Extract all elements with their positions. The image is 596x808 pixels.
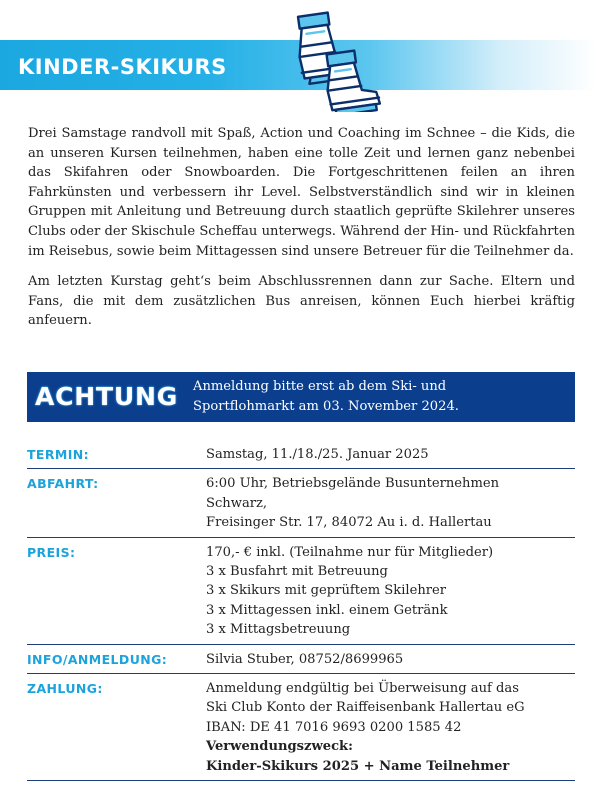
details-table (27, 440, 575, 781)
zahlung-value (206, 674, 575, 780)
abfahrt-value (206, 469, 575, 536)
notice-text (193, 377, 563, 416)
abfahrt-label: ABFAHRT: (27, 476, 99, 492)
zahlung-label: ZAHLUNG: (27, 681, 103, 697)
notice-box (27, 372, 575, 422)
value-line: Samstag, 11./18./25. Januar 2025 (206, 447, 429, 462)
iban-line: IBAN: DE 41 7016 9693 0200 1585 42 (206, 719, 462, 735)
row-abfahrt (27, 469, 575, 537)
page-title: KINDER-SKIKURS (18, 55, 227, 79)
value-line: 3 x Busfahrt mit Betreuung (206, 564, 388, 580)
purpose-label: Verwendungszweck: (206, 739, 353, 755)
row-termin (27, 440, 575, 469)
termin-label: TERMIN: (27, 447, 90, 462)
purpose-value: Kinder-Skikurs 2025 + Name Teilnehmer (206, 758, 510, 774)
value-line: 3 x Skikurs mit geprüftem Skilehrer (206, 583, 447, 599)
preis-label: PREIS: (27, 544, 76, 560)
value-line: Ski Club Konto der Raiffeisenbank Hallertau eG (206, 700, 525, 716)
preis-value (206, 538, 575, 644)
anmeldung-value (206, 645, 575, 673)
value-line: 3 x Mittagsbetreuung (206, 622, 351, 638)
notice-line: Sportflohmarkt am 03. November 2024. (193, 398, 459, 414)
termin-value (206, 440, 575, 468)
row-preis (27, 538, 575, 645)
value-line: 170,- € inkl. (Teilnahme nur für Mitglieder) (206, 544, 494, 560)
intro-paragraph-2: Am letzten Kurstag geht‘s beim Abschlussrennen dann zur Sache. Eltern und Fans, die mit dem zusätzlichen Bus anreisen, können Euch hierbei kräftig anfeuern. (28, 274, 575, 329)
intro-text (28, 124, 575, 342)
notice-line: Anmeldung bitte erst ab dem Ski- und (193, 379, 447, 394)
intro-paragraph-1: Drei Samstage randvoll mit Spaß, Action und Coaching im Schnee – die Kids, die an unseren Kursen teilnehmen, haben eine tolle Zeit und lernen ganz nebenbei das Skifahren oder Snowboarden. Die Fortgeschrittenen feilen an ihren Fahrkünsten und verbessern ihr Level. Selbstverständlich sind wir in kleinen Gruppen mit Anleitung und Betreuung durch staatlich geprüfte Skilehrer unseres Clubs oder der Skischule Scheffau unterwegs. Während der Hin- und Rückfahrten im Reisebus, sowie beim Mittagessen sind unsere Betreuer für die Teilnehmer da. (28, 126, 575, 259)
value-line: Silvia Stuber, 08752/8699965 (206, 651, 404, 667)
value-line: Anmeldung endgültig bei Überweisung auf das (206, 681, 519, 697)
value-line: Schwarz, (206, 495, 268, 511)
value-line: 3 x Mittagessen inkl. einem Getränk (206, 602, 448, 618)
row-zahlung (27, 674, 575, 781)
ski-boots-icon (280, 4, 390, 112)
value-line: 6:00 Uhr, Betriebsgelände Busunternehmen (206, 476, 500, 492)
notice-label: ACHTUNG (35, 382, 179, 411)
row-anmeldung (27, 645, 575, 674)
anmeldung-label: INFO/ANMELDUNG: (27, 651, 168, 667)
value-line: Freisinger Str. 17, 84072 Au i. d. Hallertau (206, 515, 492, 531)
